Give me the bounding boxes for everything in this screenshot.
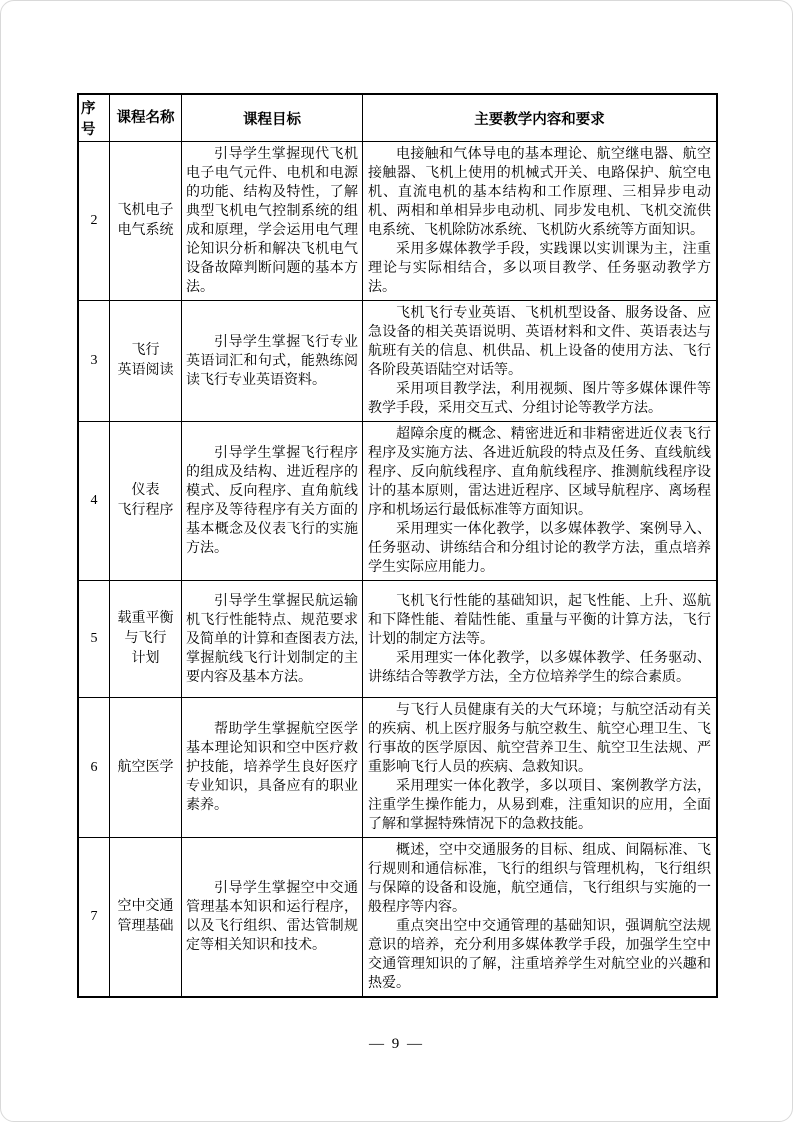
teaching-content-paragraph: 电接触和气体导电的基本理论、航空继电器、航空接触器、飞机上使用的机械式开关、电路保护、航空电机、直流电机的基本结构和工作原理、三相异步电动机、两相和单相异步电动机、同步发电机、飞机交流供电系统、飞机除防冰系统、飞机防火系统等方面知识。 — [368, 147, 711, 238]
course-objective-cell — [181, 422, 362, 580]
header-cell-number: 序号 — [81, 101, 96, 138]
teaching-content-cell — [362, 422, 716, 580]
table-header-row — [79, 95, 716, 141]
row-number-cell — [79, 581, 109, 697]
course-name-cell — [109, 581, 181, 697]
row-number: 5 — [90, 631, 98, 646]
course-objective: 引导学生掌握飞行程序的组成及结构、进近程序的模式、反向程序、直角航线程序及等待程序有关方面的基本概念及仪表飞行的实施方法。 — [186, 446, 358, 556]
row-number: 4 — [90, 493, 98, 508]
row-number-cell — [79, 142, 109, 300]
course-table — [77, 93, 718, 998]
table-row — [79, 580, 716, 697]
table-row — [79, 421, 716, 580]
course-name-line: 电气系统 — [117, 223, 174, 238]
course-objective-cell — [181, 838, 362, 996]
table-row — [79, 697, 716, 837]
page-number: — 9 — — [369, 1036, 424, 1052]
teaching-content-paragraph: 采用多媒体教学手段，实践课以实训课为主，注重理论与实际相结合，多以项目教学、任务驱动教学方法。 — [368, 242, 711, 295]
teaching-content-cell — [362, 301, 716, 421]
teaching-content-paragraph: 与飞行人员健康有关的大气环境；与航空活动有关的疾病、机上医疗服务与航空救生、航空心理卫生、飞行事故的医学原因、航空营养卫生、航空卫生法规、严重影响飞行人员的疾病、急救知识。 — [368, 703, 711, 775]
row-number-cell — [79, 422, 109, 580]
teaching-content-cell — [362, 698, 716, 837]
teaching-content-paragraph: 采用理实一体化教学，以多媒体教学、案例导入、任务驱动、讲练结合和分组讨论的教学方法，重点培养学生实际应用能力。 — [368, 522, 711, 575]
teaching-content-paragraph: 采用理实一体化教学，多以项目、案例教学方法，注重学生操作能力，从易到难，注重知识的应用，全面了解和掌握特殊情况下的急救技能。 — [368, 779, 711, 832]
course-objective-cell — [181, 301, 362, 421]
row-number-cell — [79, 698, 109, 837]
course-name-line: 航空医学 — [117, 759, 174, 775]
teaching-content-paragraph: 重点突出空中交通管理的基础知识，强调航空法规意识的培养，充分利用多媒体教学手段，加强学生空中交通管理知识的了解，注重培养学生对航空业的兴趣和热爱。 — [368, 919, 711, 991]
header-cell-course-name: 课程名称 — [109, 95, 181, 141]
teaching-content-cell — [362, 838, 716, 996]
teaching-content-paragraph: 飞机飞行性能的基础知识，起飞性能、上升、巡航和下降性能、着陆性能、重量与平衡的计算方法，飞行计划的制定方法等。 — [368, 593, 711, 647]
table-row — [79, 300, 716, 421]
row-number: 3 — [90, 353, 98, 368]
course-objective-cell — [181, 698, 362, 837]
course-name-cell — [109, 838, 181, 996]
teaching-content-paragraph: 飞机飞行专业英语、飞机机型设备、服务设备、应急设备的相关英语说明、英语材料和文件、英语表达与航班有关的信息、机供品、机上设备的使用方法、飞行各阶段英语陆空对话等。 — [368, 306, 711, 378]
course-objective-cell — [181, 142, 362, 300]
teaching-content-paragraph: 超障余度的概念、精密进近和非精密进近仪表飞行程序及实施方法、各进近航段的特点及任务、直线航线程序、反向航线程序、直角航线程序、推测航线程序设计的基本原则，雷达进近程序、区域导航程序、离场程序和机场运行最低标准等方面知识。 — [368, 427, 711, 518]
table-row — [79, 837, 716, 996]
course-name-cell — [109, 422, 181, 580]
course-name-line: 计划 — [131, 651, 160, 666]
course-objective: 引导学生掌握空中交通管理基本知识和运行程序，以及飞行组织、雷达管制规定等相关知识和技术。 — [186, 881, 358, 953]
row-number: 6 — [90, 759, 98, 775]
course-name-cell — [109, 698, 181, 837]
course-name-cell — [109, 301, 181, 421]
teaching-content-cell — [362, 581, 716, 697]
course-objective: 引导学生掌握民航运输机飞行性能特点、规范要求及简单的计算和查图表方法,掌握航线飞行计划制定的主要内容及基本方法。 — [186, 593, 358, 685]
row-number-cell — [79, 301, 109, 421]
header-cell-objective: 课程目标 — [181, 95, 362, 141]
course-objective: 帮助学生掌握航空医学基本理论知识和空中医疗救护技能，培养学生良好医疗专业知识，具备应有的职业素养。 — [186, 722, 358, 813]
course-name-line: 飞机电子 — [117, 203, 174, 218]
course-name-line: 仪表 — [131, 483, 160, 498]
teaching-content-paragraph: 概述，空中交通服务的目标、组成、间隔标准、飞行规则和通信标准，飞行的组织与管理机构，飞行组织与保障的设备和设施，航空通信，飞行组织与实施的一般程序等内容。 — [368, 843, 711, 915]
course-objective: 引导学生掌握现代飞机电子电气元件、电机和电源的功能、结构及特性，了解典型飞机电气控制系统的组成和原理，学会运用电气理论知识分析和解决飞机电气设备故障判断问题的基本方法。 — [186, 147, 358, 295]
course-objective-cell — [181, 581, 362, 697]
course-name-line: 载重平衡 — [117, 611, 174, 626]
row-number: 7 — [90, 909, 98, 924]
course-name-line: 飞行程序 — [117, 503, 174, 518]
teaching-content-paragraph: 采用项目教学法，利用视频、图片等多媒体课件等教学手段，采用交互式、分组讨论等教学方法。 — [368, 382, 711, 416]
course-name-line: 飞行 — [131, 343, 160, 358]
header-cell-content: 主要教学内容和要求 — [362, 95, 716, 141]
course-objective: 引导学生掌握飞行专业英语词汇和句式，能熟练阅读飞行专业英语资料。 — [186, 334, 358, 388]
course-name-line: 空中交通 — [117, 899, 174, 914]
row-number-cell — [79, 838, 109, 996]
course-name-line: 英语阅读 — [117, 363, 174, 378]
row-number: 2 — [90, 213, 98, 228]
course-name-line: 与飞行 — [124, 631, 167, 646]
teaching-content-paragraph: 采用理实一体化教学，以多媒体教学、任务驱动、讲练结合等教学方法，全方位培养学生的综合素质。 — [368, 650, 711, 685]
teaching-content-cell — [362, 142, 716, 300]
course-name-cell — [109, 142, 181, 300]
table-row — [79, 141, 716, 300]
course-name-line: 管理基础 — [117, 919, 174, 934]
